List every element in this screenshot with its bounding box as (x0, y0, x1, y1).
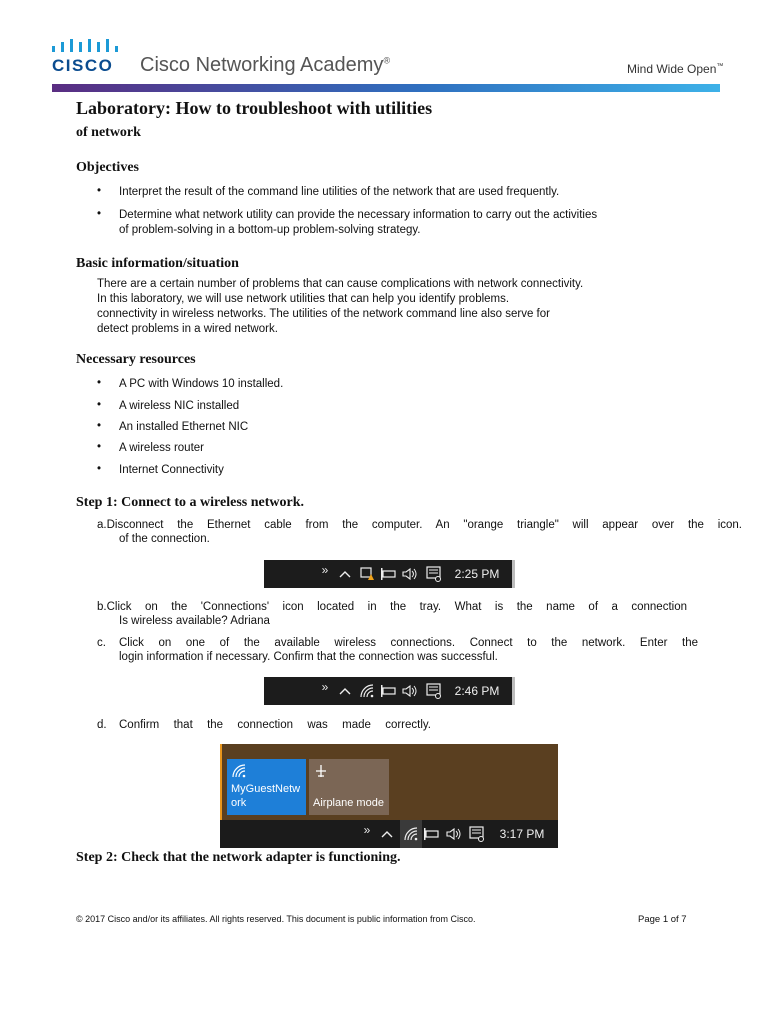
chevron-up-icon (338, 677, 352, 705)
header-gradient-bar (52, 84, 720, 92)
step1-c-text: login information if necessary. Confirm that the connection was successful. (119, 651, 498, 663)
taskbar-screenshot-3 (220, 820, 558, 848)
step1-b-text: Is wireless available? Adriana (119, 615, 270, 627)
bullet-icon: • (97, 399, 102, 411)
resource-item: An installed Ethernet NIC (119, 421, 249, 433)
overflow-icon: » (363, 823, 371, 837)
taskbar-edge (512, 677, 515, 705)
clock-time: 2:46 PM (454, 684, 500, 698)
cisco-logo-text: CISCO (52, 56, 114, 75)
step1-a-text: a.Disconnect the Ethernet cable from the computer. An "orange triangle" will appear over the icon. (97, 519, 742, 531)
step1-heading: Step 1: Connect to a wireless network. (76, 495, 304, 510)
taskbar-screenshot-1 (264, 560, 515, 588)
bullet-icon: • (97, 208, 102, 220)
chevron-up-icon (338, 560, 352, 588)
basic-info-line: There are a certain number of problems that can cause complications with network connectivity. (97, 278, 584, 290)
basic-info-line: connectivity in wireless networks. The utilities of the network command line also serve for (97, 308, 550, 320)
airplane-tile-label: Airplane mode (313, 797, 384, 809)
clock-time: 3:17 PM (499, 827, 545, 841)
taskbar-screenshot-2 (264, 677, 515, 705)
bullet-icon: • (97, 420, 102, 432)
battery-icon (424, 820, 440, 848)
bullet-icon: • (97, 463, 102, 475)
wifi-icon (359, 677, 375, 705)
resource-item: A wireless router (119, 442, 205, 454)
bullet-icon: • (97, 185, 102, 197)
resource-item: A wireless NIC installed (119, 400, 240, 412)
step1-c-marker: c. (97, 637, 106, 649)
academy-name: Cisco Networking Academy® (140, 54, 391, 76)
ethernet-warning-icon (359, 560, 375, 588)
bullet-icon: • (97, 377, 102, 389)
chevron-up-icon (380, 820, 394, 848)
basic-info-line: In this laboratory, we will use network utilities that can help you identify problems. (97, 293, 510, 305)
bullet-icon: • (97, 441, 102, 453)
footer-copyright: © 2017 Cisco and/or its affiliates. All rights reserved. This document is public information from Cisco. (76, 914, 476, 924)
volume-icon (402, 677, 418, 705)
wifi-icon[interactable] (400, 820, 422, 848)
step1-d-text: Confirm that the connection was made correctly. (119, 719, 431, 731)
battery-icon (381, 560, 397, 588)
taskbar-edge (512, 560, 515, 588)
step1-c-text: Click on one of the available wireless connections. Connect to the network. Enter the (119, 637, 698, 649)
resources-heading: Necessary resources (76, 352, 196, 367)
step1-b-text: b.Click on the 'Connections' icon located in the tray. What is the name of a connection (97, 601, 687, 613)
overflow-icon: » (321, 680, 329, 694)
cisco-logo-bars (52, 38, 122, 54)
action-center-icon (425, 560, 443, 588)
objective-item: Determine what network utility can provide the necessary information to carry out the activities (119, 209, 598, 221)
basic-info-heading: Basic information/situation (76, 256, 239, 271)
step2-heading: Step 2: Check that the network adapter is functioning. (76, 850, 401, 865)
clock-time: 2:25 PM (454, 567, 500, 581)
airplane-mode-tile[interactable] (309, 759, 389, 815)
resource-item: Internet Connectivity (119, 464, 224, 476)
objectives-heading: Objectives (76, 160, 139, 175)
action-center-icon (425, 677, 443, 705)
resource-item: A PC with Windows 10 installed. (119, 378, 284, 390)
action-center-icon (468, 820, 486, 848)
overflow-icon: » (321, 563, 329, 577)
basic-info-line: detect problems in a wired network. (97, 323, 278, 335)
network-flyout-screenshot (220, 744, 558, 848)
wifi-tile-label: MyGuestNetw (231, 783, 301, 795)
battery-icon (381, 677, 397, 705)
page-subtitle: of network (76, 125, 141, 140)
wifi-icon (232, 764, 246, 778)
wifi-tile-label: ork (231, 797, 247, 809)
page-title: Laboratory: How to troubleshoot with utilities (76, 98, 433, 118)
tagline: Mind Wide Open™ (627, 62, 724, 76)
objective-item: of problem-solving in a bottom-up problem-solving strategy. (119, 224, 421, 236)
step1-d-marker: d. (97, 719, 107, 731)
page-number: Page 1 of 7 (638, 914, 687, 925)
step1-a-text: of the connection. (119, 533, 210, 545)
wifi-network-tile[interactable] (227, 759, 306, 815)
volume-icon (446, 820, 462, 848)
airplane-icon (314, 764, 328, 778)
objective-item: Interpret the result of the command line utilities of the network that are used frequently. (119, 186, 560, 198)
volume-icon (402, 560, 418, 588)
